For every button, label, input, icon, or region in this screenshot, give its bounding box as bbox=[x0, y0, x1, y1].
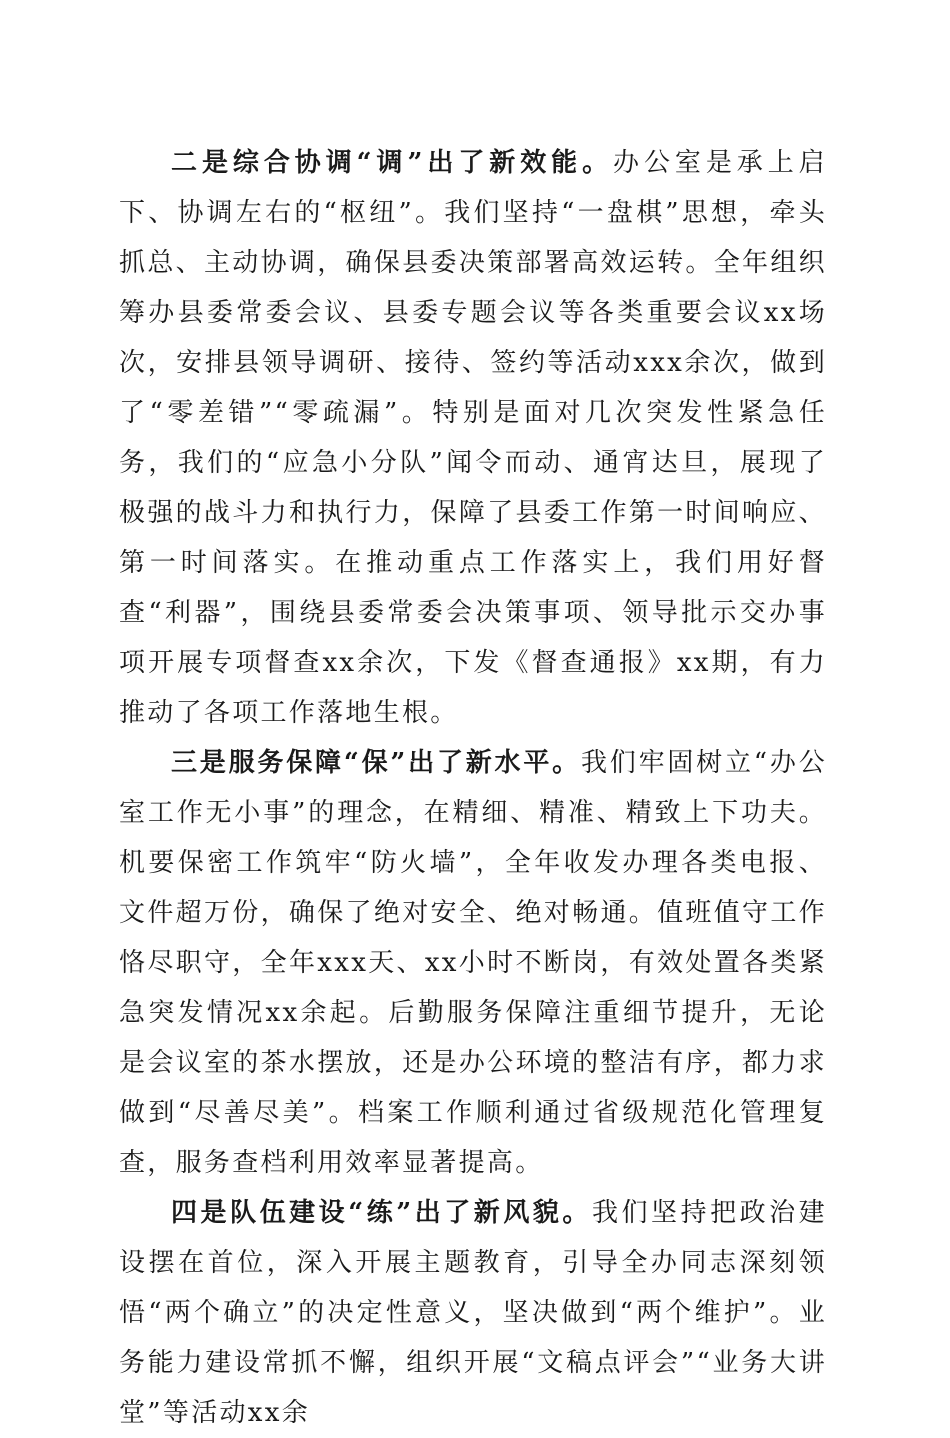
paragraph-body: 我们坚持把政治建设摆在首位，深入开展主题教育，引导全办同志深刻领悟“两个确立”的决定性意义，坚决做到“两个维护”。业务能力建设常抓不懈，组织开展“文稿点评会”“业务大讲堂”等活动xx余 bbox=[119, 1198, 827, 1428]
paragraph-service bbox=[119, 738, 827, 1188]
document-body bbox=[119, 138, 827, 1438]
paragraph-coordination bbox=[119, 138, 827, 738]
paragraph-lead: 三是服务保障“保”出了新水平。 bbox=[171, 748, 581, 778]
paragraph-body: 办公室是承上启下、协调左右的“枢纽”。我们坚持“一盘棋”思想，牵头抓总、主动协调，确保县委决策部署高效运转。全年组织筹办县委常委会议、县委专题会议等各类重要会议xx场次，安排县领导调研、接待、签约等活动xxx余次，做到了“零差错”“零疏漏”。特别是面对几次突发性紧急任务，我们的“应急小分队”闻令而动、通宵达旦，展现了极强的战斗力和执行力，保障了县委工作第一时间响应、第一时间落实。在推动重点工作落实上，我们用好督查“利器”，围绕县委常委会决策事项、领导批示交办事项开展专项督查xx余次，下发《督查通报》xx期，有力推动了各项工作落地生根。 bbox=[119, 148, 827, 728]
paragraph-lead: 二是综合协调“调”出了新效能。 bbox=[171, 148, 614, 178]
paragraph-team bbox=[119, 1188, 827, 1438]
paragraph-body: 我们牢固树立“办公室工作无小事”的理念，在精细、精准、精致上下功夫。机要保密工作筑牢“防火墙”，全年收发办理各类电报、文件超万份，确保了绝对安全、绝对畅通。值班值守工作恪尽职守，全年xxx天、xx小时不断岗，有效处置各类紧急突发情况xx余起。后勤服务保障注重细节提升，无论是会议室的茶水摆放，还是办公环境的整洁有序，都力求做到“尽善尽美”。档案工作顺利通过省级规范化管理复查，服务查档利用效率显著提高。 bbox=[119, 748, 827, 1178]
paragraph-lead: 四是队伍建设“练”出了新风貌。 bbox=[171, 1198, 592, 1228]
